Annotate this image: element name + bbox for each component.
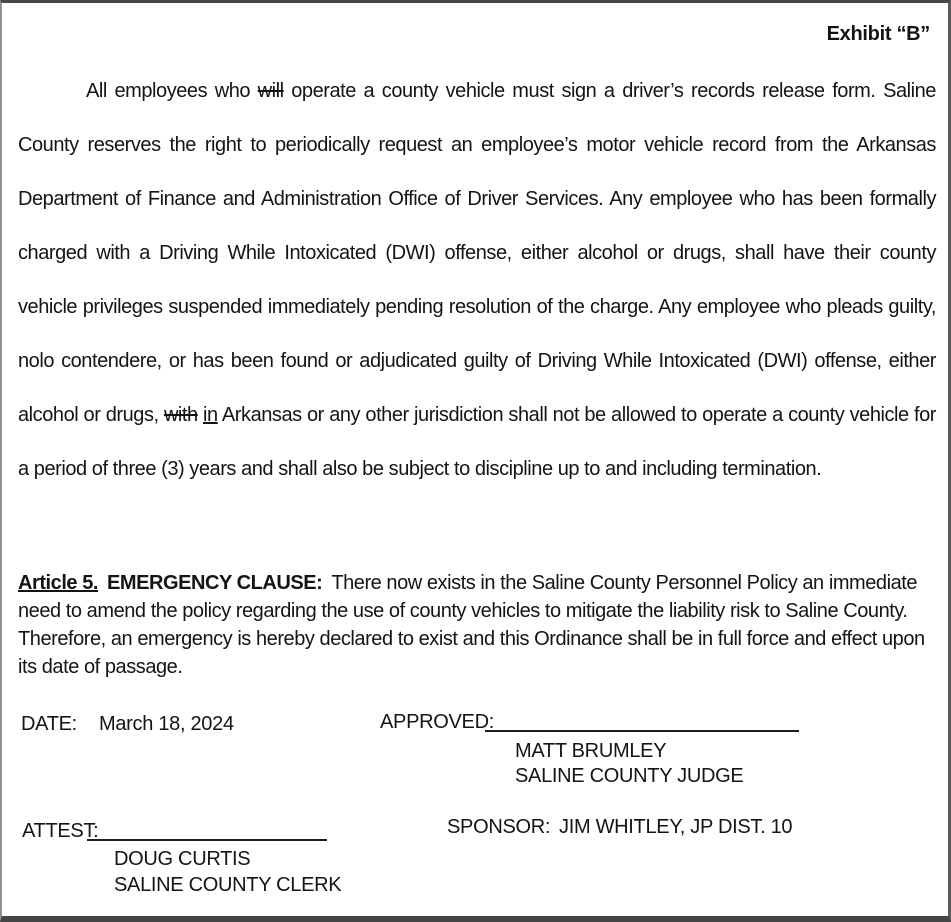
- body-text-1: All employees who: [86, 80, 251, 102]
- article5-heading: Article 5.: [18, 572, 98, 594]
- attest-name: DOUG CURTIS: [114, 848, 251, 870]
- approved-title: SALINE COUNTY JUDGE: [515, 765, 744, 787]
- approved-label: APPROVED:: [380, 711, 494, 733]
- approved-name: MATT BRUMLEY: [515, 740, 667, 762]
- body-text-3: Arkansas or any other jurisdiction shall not be allowed to operate a county vehicle for a period of three (3) years and shall also be subject to discipline up to and including termination.: [18, 404, 937, 480]
- body-paragraph: [18, 64, 936, 496]
- attest-title: SALINE COUNTY CLERK: [114, 874, 342, 896]
- exhibit-label: Exhibit “B”: [826, 23, 930, 45]
- date-value: March 18, 2024: [99, 713, 234, 735]
- sponsor-label: SPONSOR:: [447, 816, 551, 838]
- emergency-clause-label: EMERGENCY CLAUSE:: [106, 572, 323, 594]
- attest-signature-line: [87, 822, 327, 841]
- article5-text: There now exists in the Saline County Personnel Policy an immediate need to amend the policy regarding the use of county vehicles to mitigate the liability risk to Saline County. Therefore, an emergency is hereby declared to exist and this Ordinance shall be in full force and effect upon its date of passage.: [18, 572, 925, 678]
- struck-word-with: with: [163, 404, 198, 426]
- sponsor-value: JIM WHITLEY, JP DIST. 10: [559, 816, 793, 838]
- body-text-2: operate a county vehicle must sign a driver’s records release form. Saline County reserves the right to periodically request an employee’s motor vehicle record from the Arkansas Department of Finance and Administration Office of Driver Services. Any employee who has been formally charged with a Driving While Intoxicated (DWI) offense, either alcohol or drugs, shall have their county vehicle privileges suspended immediately pending resolution of the charge. Any employee who pleads guilty, nolo contendere, or has been found or adjudicated guilty of Driving While Intoxicated (DWI) offense, either alcohol or drugs,: [18, 80, 936, 426]
- approved-signature-line: [485, 713, 799, 732]
- struck-word-will: will: [257, 80, 284, 102]
- date-label: DATE:: [21, 713, 77, 735]
- attest-label: ATTEST:: [22, 820, 99, 842]
- article5-paragraph: [18, 569, 938, 681]
- inserted-word-in: in: [203, 404, 218, 426]
